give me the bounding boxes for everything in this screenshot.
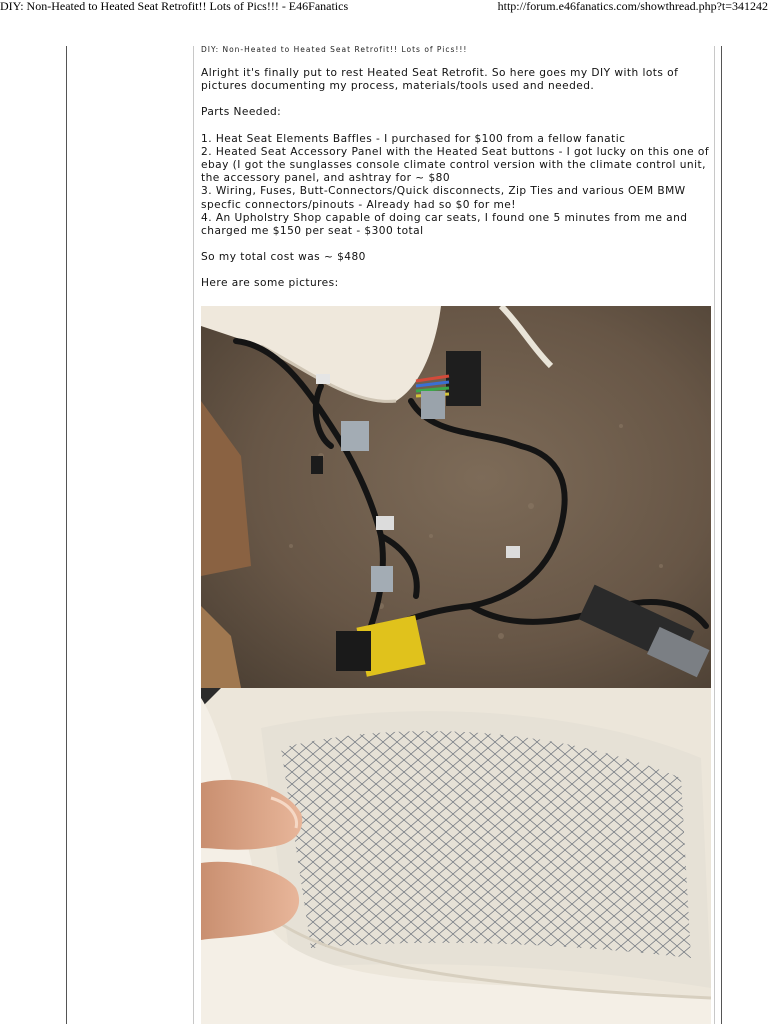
page-frame-right-border bbox=[721, 46, 722, 1024]
post-left-border bbox=[193, 46, 194, 1024]
print-page-url: http://forum.e46fanatics.com/showthread.php?t=341242 bbox=[497, 0, 768, 13]
wiring-harness-photo bbox=[201, 306, 711, 688]
post-title: DIY: Non-Heated to Heated Seat Retrofit!! Lots of Pics!!! bbox=[201, 45, 468, 54]
post-right-border bbox=[714, 46, 715, 1024]
page-frame-left-border bbox=[66, 46, 67, 1024]
pictures-intro-text: Here are some pictures: bbox=[201, 277, 339, 290]
post-intro-paragraph: Alright it's finally put to rest Heated Seat Retrofit. So here goes my DIY with lots of pictures documenting my process, materials/tools used and needed. bbox=[201, 67, 679, 93]
parts-list-item: 1. Heat Seat Elements Baffles - I purchased for $100 from a fellow fanatic bbox=[201, 132, 626, 145]
parts-list-item: 3. Wiring, Fuses, Butt-Connectors/Quick disconnects, Zip Ties and various OEM BMW specfic connectors/pinouts - Already had so $0 for me! bbox=[201, 185, 686, 211]
parts-list-item: 4. An Upholstry Shop capable of doing car seats, I found one 5 minutes from me and charged me $150 per seat - $300 total bbox=[201, 211, 688, 238]
post-body bbox=[201, 67, 711, 291]
heated-seat-element-photo bbox=[201, 688, 711, 1024]
parts-list-item: 2. Heated Seat Accessory Panel with the Heated Seat buttons - I got lucky on this one of ebay (I got the sunglasses console climate control version with the climate control unit, the accessory panel, and ashtray for ~ $80 bbox=[201, 145, 710, 185]
parts-needed-heading: Parts Needed: bbox=[201, 106, 282, 119]
total-cost-text: So my total cost was ~ $480 bbox=[201, 251, 366, 264]
print-header bbox=[0, 0, 768, 14]
print-page-title: DIY: Non-Heated to Heated Seat Retrofit!! Lots of Pics!!! - E46Fanatics bbox=[0, 0, 349, 13]
